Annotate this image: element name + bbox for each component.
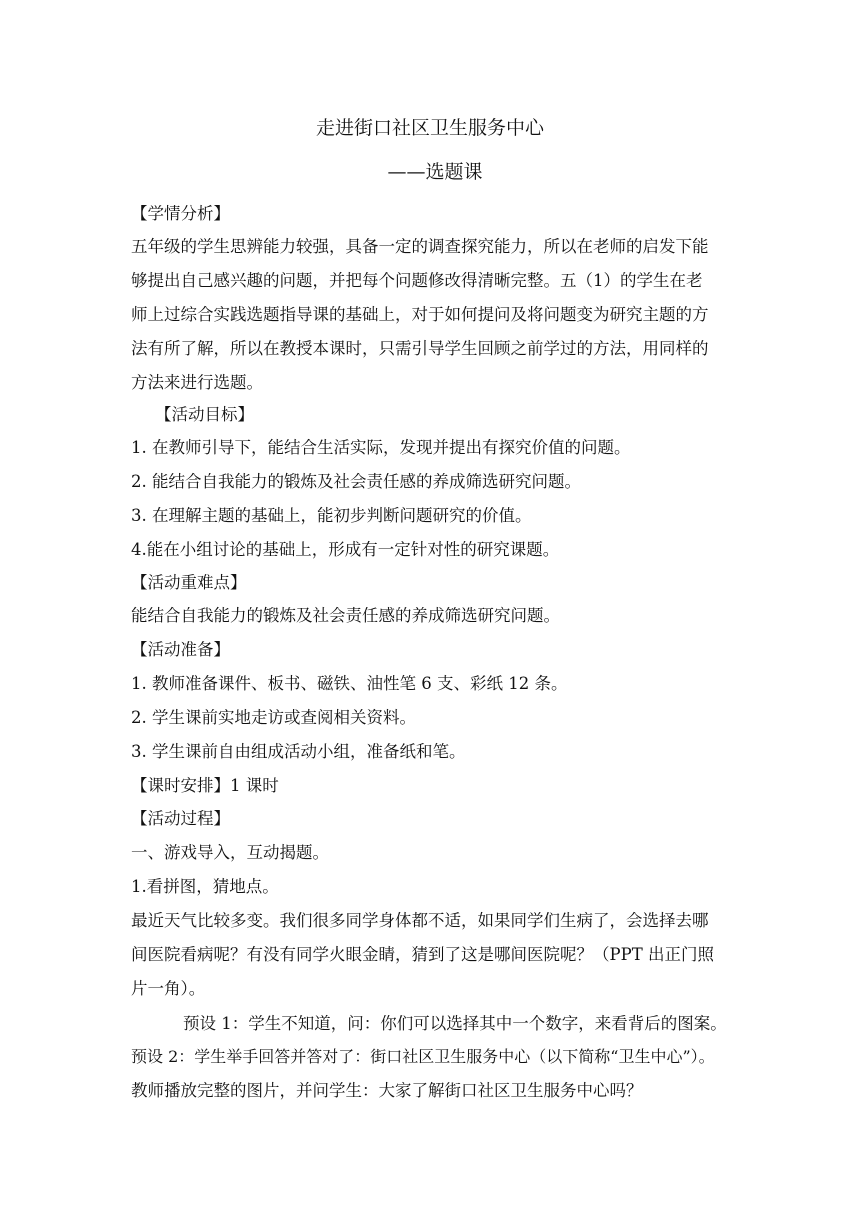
schedule-value: 1 课时 bbox=[230, 776, 279, 795]
step-title: 一、游戏导入，互动揭题。 bbox=[131, 843, 329, 862]
heading-key-points: 【活动重难点】 bbox=[131, 573, 247, 592]
paragraph-line: 片一角）。 bbox=[131, 979, 206, 998]
paragraph-line: 法有所了解，所以在教授本课时，只需引导学生回顾之前学过的方法，用同样的 bbox=[131, 339, 709, 358]
list-item: 4.能在小组讨论的基础上，形成有一定针对性的研究课题。 bbox=[131, 540, 560, 559]
list-item: 1. 教师准备课件、板书、磁铁、油性笔 6 支、彩纸 12 条。 bbox=[131, 674, 568, 693]
heading-student-analysis: 【学情分析】 bbox=[131, 204, 230, 223]
page-subtitle: ——选题课 bbox=[387, 161, 483, 183]
heading-process: 【活动过程】 bbox=[131, 809, 230, 828]
paragraph-line: 师上过综合实践选题指导课的基础上，对于如何提问及将问题变为研究主题的方 bbox=[131, 305, 709, 324]
preset-line: 预设 2：学生举手回答并答对了：街口社区卫生服务中心（以下简称“卫生中心”）。 bbox=[131, 1047, 715, 1066]
heading-goals: 【活动目标】 bbox=[155, 405, 254, 424]
paragraph-line: 间医院看病呢？有没有同学火眼金睛，猜到了这是哪间医院呢？（PPT 出正门照 bbox=[131, 945, 714, 964]
step-subtitle: 1.看拼图，猜地点。 bbox=[131, 877, 279, 896]
heading-preparation: 【活动准备】 bbox=[131, 640, 230, 659]
paragraph-line: 够提出自己感兴趣的问题，并把每个问题修改得清晰完整。五（1）的学生在老 bbox=[131, 271, 703, 290]
list-item: 3. 在理解主题的基础上，能初步判断问题研究的价值。 bbox=[131, 506, 532, 525]
paragraph-line: 教师播放完整的图片，并问学生：大家了解街口社区卫生服务中心吗？ bbox=[131, 1081, 643, 1100]
preset-line: 预设 1：学生不知道，问：你们可以选择其中一个数字，来看背后的图案。 bbox=[183, 1014, 727, 1033]
paragraph-line: 能结合自我能力的锻炼及社会责任感的养成筛选研究问题。 bbox=[131, 606, 560, 625]
heading-schedule: 【课时安排】 bbox=[131, 776, 230, 795]
paragraph-line: 五年级的学生思辨能力较强，具备一定的调查探究能力，所以在老师的启发下能 bbox=[131, 237, 709, 256]
schedule-line bbox=[131, 775, 279, 797]
page-title: 走进街口社区卫生服务中心 bbox=[315, 117, 544, 139]
list-item: 2. 能结合自我能力的锻炼及社会责任感的养成筛选研究问题。 bbox=[131, 472, 581, 491]
list-item: 2. 学生课前实地走访或查阅相关资料。 bbox=[131, 708, 416, 727]
paragraph-line: 方法来进行选题。 bbox=[131, 373, 263, 392]
paragraph-line: 最近天气比较多变。我们很多同学身体都不适，如果同学们生病了，会选择去哪 bbox=[131, 911, 709, 930]
list-item: 3. 学生课前自由组成活动小组，准备纸和笔。 bbox=[131, 742, 466, 761]
list-item: 1. 在教师引导下，能结合生活实际，发现并提出有探究价值的问题。 bbox=[131, 438, 631, 457]
